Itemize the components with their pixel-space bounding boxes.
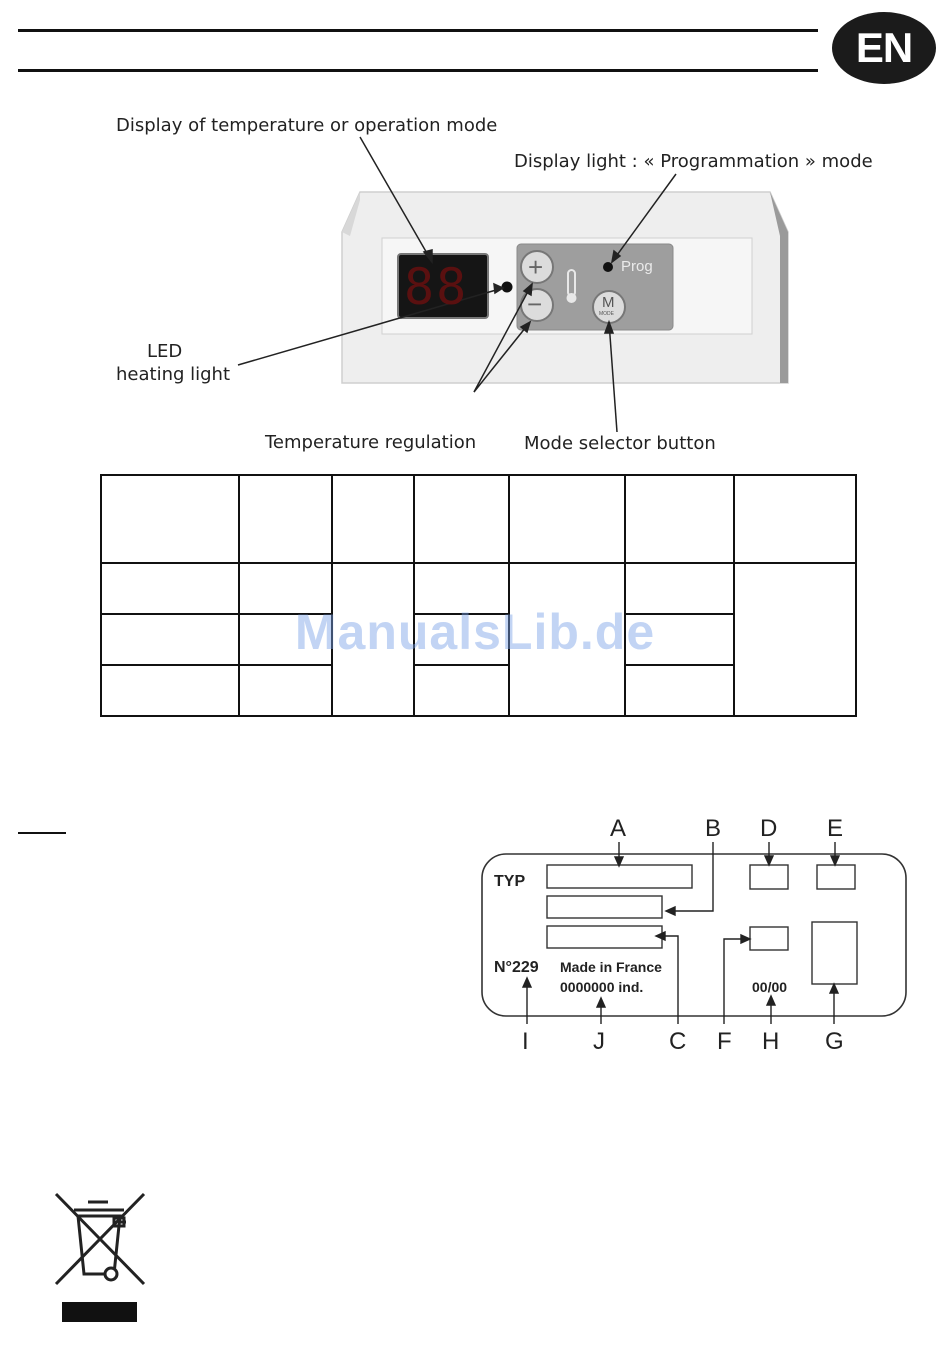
- table-header-row: [101, 475, 856, 563]
- table-cell: [509, 475, 625, 563]
- table-cell: [734, 475, 856, 563]
- plus-button: +: [528, 252, 544, 282]
- callout-mode-selector: Mode selector button: [524, 433, 716, 454]
- operation-modes-table: [100, 474, 857, 717]
- section-underline: [18, 832, 66, 834]
- callout-display-light: Display light : « Programmation » mode: [514, 151, 873, 172]
- table-cell: [332, 475, 414, 563]
- letter-i: I: [522, 1028, 529, 1055]
- made-in-france: Made in France: [560, 959, 662, 975]
- callout-led-line1: LED: [147, 341, 183, 362]
- crossed-out-bin-icon: [50, 1190, 150, 1330]
- table-cell: [625, 475, 734, 563]
- typ-label: TYP: [494, 873, 526, 890]
- letter-j: J: [593, 1028, 605, 1055]
- callout-led-line2: heating light: [116, 364, 231, 385]
- table-cell: [101, 665, 239, 716]
- mode-button-sub: MODE: [599, 311, 614, 317]
- plate-number: N°229: [494, 959, 539, 976]
- table-cell: [101, 475, 239, 563]
- watermark: ManualsLib.de: [294, 604, 656, 660]
- header-rule-top: [18, 29, 818, 32]
- screen-digits: 88: [404, 258, 469, 316]
- plate-index: 0000000 ind.: [560, 979, 644, 995]
- letter-e: E: [827, 815, 844, 842]
- callout-display: Display of temperature or operation mode: [116, 115, 498, 136]
- letter-b: B: [705, 815, 722, 842]
- letter-c: C: [669, 1028, 687, 1055]
- minus-button: −: [527, 289, 543, 319]
- table-cell: [239, 475, 332, 563]
- header-rule-bottom: [18, 69, 818, 72]
- table-cell: [625, 665, 734, 716]
- letter-h: H: [762, 1028, 780, 1055]
- letter-d: D: [760, 815, 778, 842]
- table-cell: [414, 665, 509, 716]
- mode-button-letter: M: [602, 294, 615, 311]
- prog-label: Prog: [621, 258, 653, 275]
- language-badge: EN: [832, 12, 936, 84]
- letter-g: G: [825, 1028, 844, 1055]
- letter-a: A: [610, 815, 627, 842]
- table-cell: [239, 665, 332, 716]
- callout-temperature-regulation: Temperature regulation: [265, 432, 477, 453]
- rating-plate-figure: [470, 810, 920, 1060]
- letter-f: F: [717, 1028, 732, 1055]
- table-cell: [414, 475, 509, 563]
- plate-date: 00/00: [752, 979, 788, 995]
